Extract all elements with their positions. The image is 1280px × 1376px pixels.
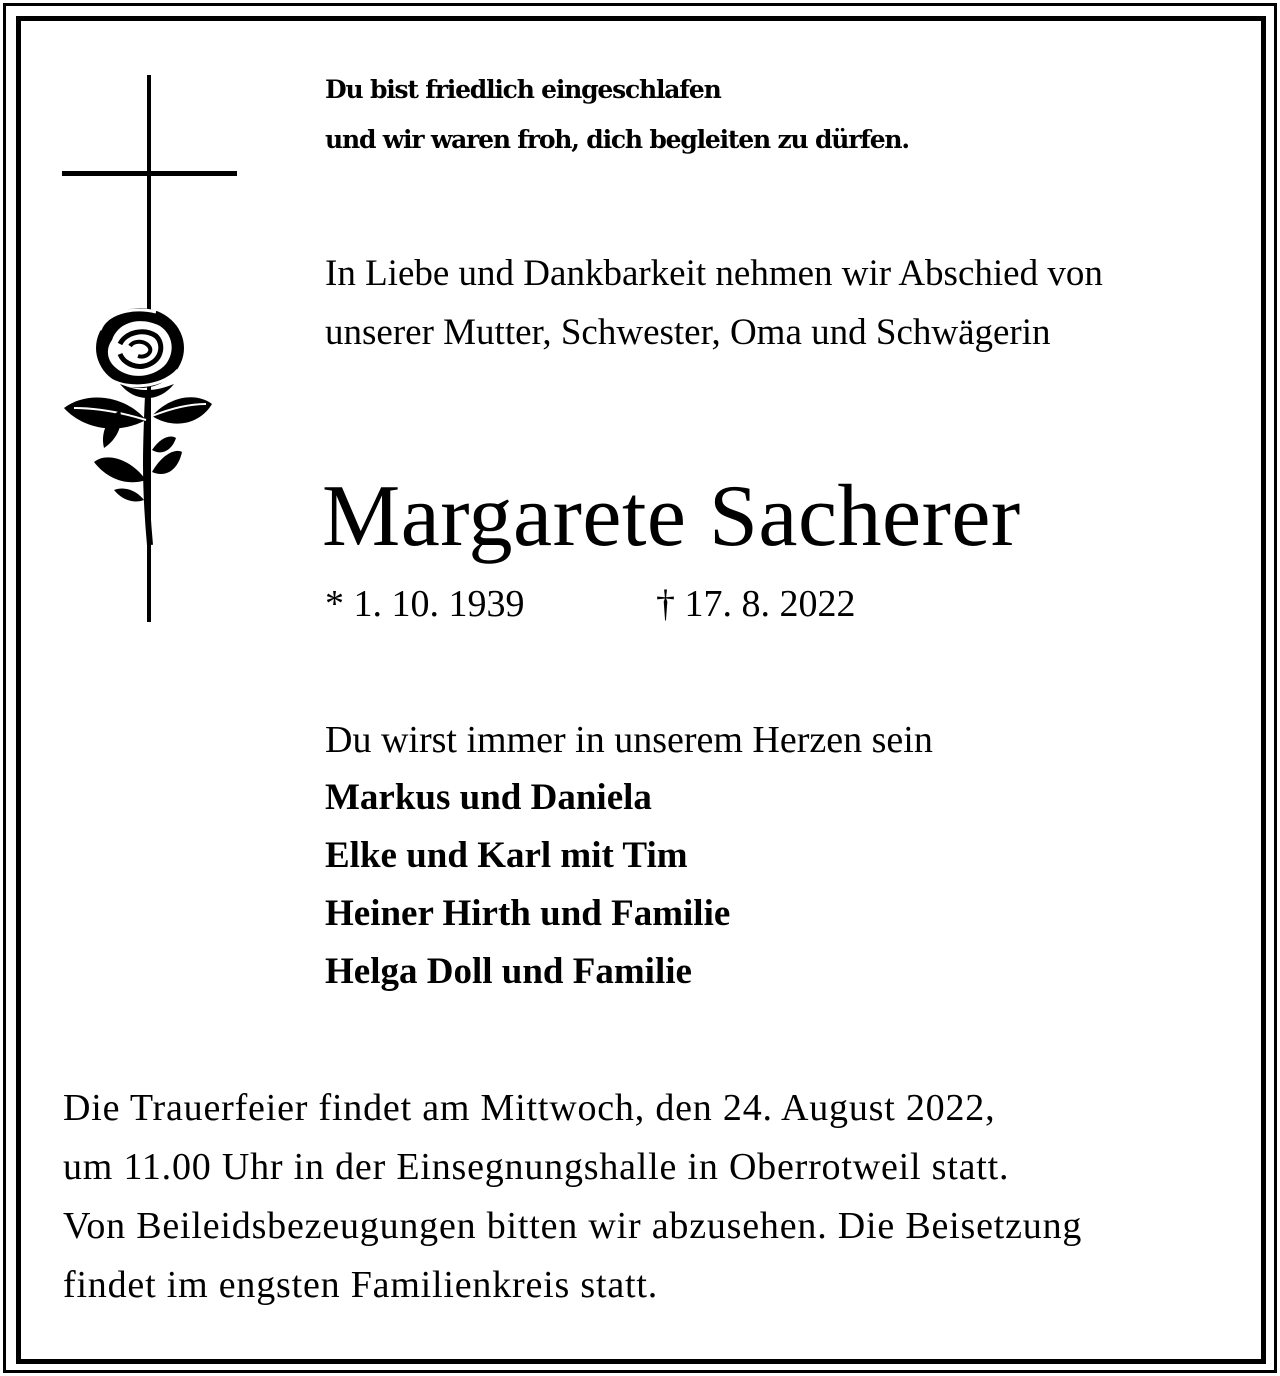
mourner-2: Elke und Karl mit Tim <box>325 835 688 876</box>
mourner-3: Heiner Hirth und Familie <box>325 893 731 934</box>
intro-line-2: unserer Mutter, Schwester, Oma und Schwägerin <box>325 312 1051 353</box>
verse-line-2: und wir waren froh, dich begleiten zu dürfen. <box>325 125 909 154</box>
birth-date: * 1. 10. 1939 <box>325 583 525 625</box>
mourner-4: Helga Doll und Familie <box>325 951 692 992</box>
funeral-line-4: findet im engsten Familienkreis statt. <box>63 1264 659 1306</box>
cross-horizontal-bar <box>62 171 237 176</box>
funeral-line-1: Die Trauerfeier findet am Mittwoch, den 24. August 2022, <box>63 1087 996 1129</box>
verse-line-1: Du bist friedlich eingeschlafen <box>325 75 721 104</box>
mourner-1: Markus und Daniela <box>325 777 652 818</box>
deceased-name: Margarete Sacherer <box>322 468 1021 565</box>
closing-line: Du wirst immer in unserem Herzen sein <box>325 719 933 761</box>
death-date: † 17. 8. 2022 <box>656 583 856 625</box>
intro-line-1: In Liebe und Dankbarkeit nehmen wir Abschied von <box>325 253 1103 294</box>
rose-icon <box>60 300 220 550</box>
funeral-line-2: um 11.00 Uhr in der Einsegnungshalle in Oberrotweil statt. <box>63 1146 1010 1188</box>
funeral-line-3: Von Beileidsbezeugungen bitten wir abzusehen. Die Beisetzung <box>63 1205 1083 1247</box>
